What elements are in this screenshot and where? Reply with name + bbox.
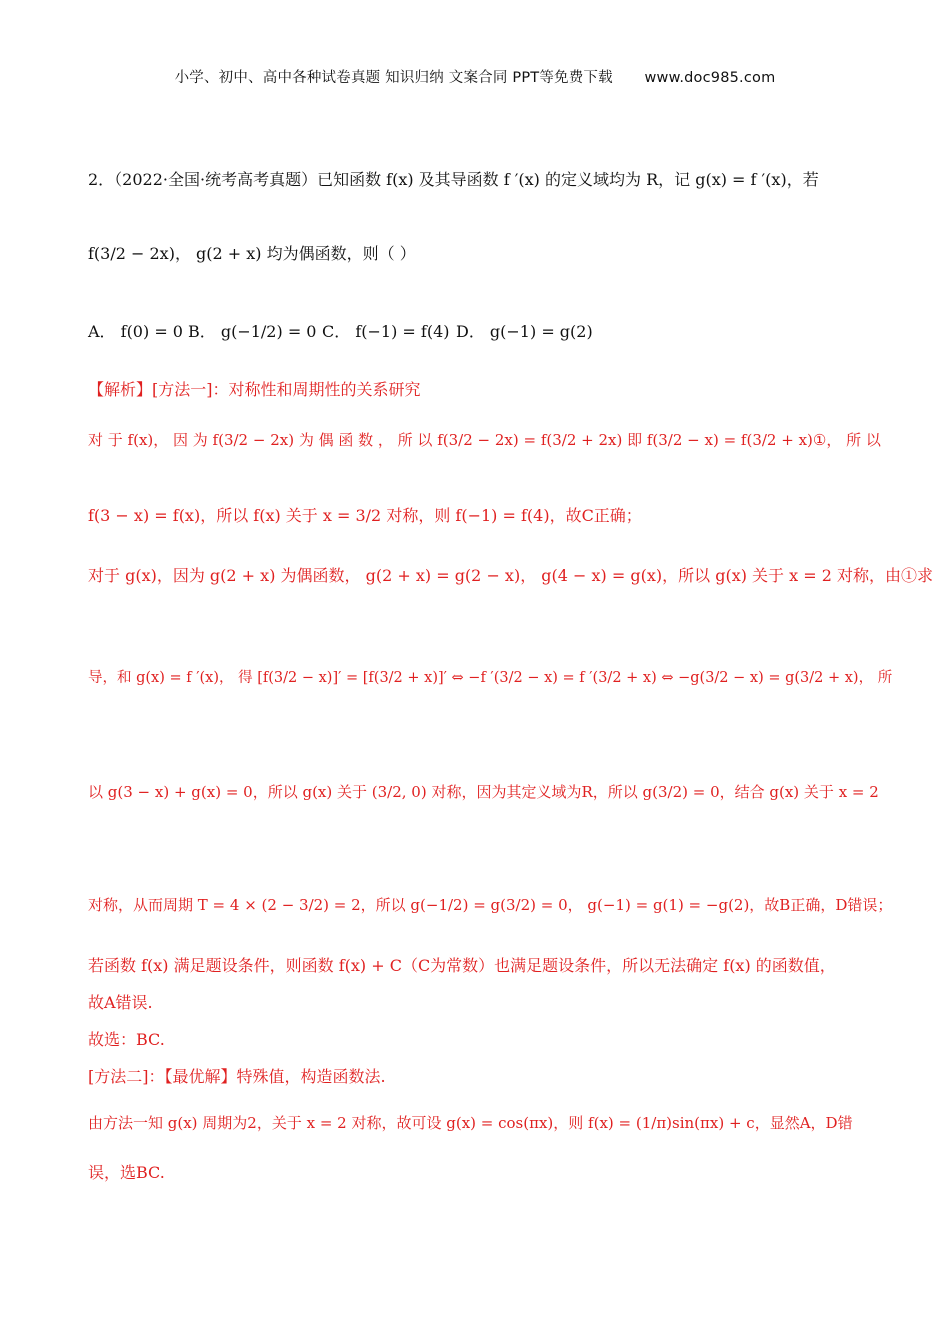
solution-answer: 故选：BC. xyxy=(88,1030,165,1049)
solution-line-6: 对称，从而周期 T = 4 × (2 − 3/2) = 2，所以 g(−1/2) = g(3/2) = 0， g(−1) = g(1) = −g(2)，故B正确，D错误； xyxy=(88,896,893,914)
option-b: B． g(−1/2) = 0 xyxy=(188,322,317,341)
solution-line-4: 导，和 g(x) = f ′(x)， 得 [f(3/2 − x)]′ = [f(3/2 + x)]′ ⇔ −f ′(3/2 − x) = f ′(3/2 + x) ⇔ −g(3/2 − x) = g(3/2 + x)， 所 xyxy=(88,670,893,686)
option-d: D． g(−1) = g(2) xyxy=(456,322,593,341)
option-a: A． f(0) = 0 xyxy=(88,322,183,341)
page-header xyxy=(0,68,950,88)
question-line-2: f(3/2 − 2x)， g(2 + x) 均为偶函数，则（ ） xyxy=(88,244,416,263)
solution-line-3: 对于 g(x)，因为 g(2 + x) 为偶函数， g(2 + x) = g(2 − x)， g(4 − x) = g(x)，所以 g(x) 关于 x = 2 对称，由①求 xyxy=(88,566,933,585)
solution-line-5: 以 g(3 − x) + g(x) = 0，所以 g(x) 关于 (3/2, 0) 对称，因为其定义域为R，所以 g(3/2) = 0，结合 g(x) 关于 x = 2 xyxy=(88,783,879,801)
method-two-title: [方法二]：【最优解】特殊值，构造函数法. xyxy=(88,1067,386,1086)
solution-line-8: 故A错误. xyxy=(88,993,153,1012)
header-text: 小学、初中、高中各种试卷真题 知识归纳 文案合同 PPT等免费下载 xyxy=(174,70,613,86)
solution-title: 【解析】[方法一]：对称性和周期性的关系研究 xyxy=(88,380,421,399)
solution-line-2: f(3 − x) = f(x)，所以 f(x) 关于 x = 3/2 对称，则 f(−1) = f(4)，故C正确； xyxy=(88,506,642,525)
solution-line-7: 若函数 f(x) 满足题设条件，则函数 f(x) + C（C为常数）也满足题设条件，所以无法确定 f(x) 的函数值， xyxy=(88,956,836,975)
method-two-line-2: 误，选BC. xyxy=(88,1163,165,1182)
header-site: www.doc985.com xyxy=(644,70,776,86)
question-line-1: 2．（2022·全国·统考高考真题）已知函数 f(x) 及其导函数 f ′(x) 的定义域均为 R，记 g(x) = f ′(x)，若 xyxy=(88,170,819,189)
solution-line-1: 对 于 f(x)， 因 为 f(3/2 − 2x) 为 偶 函 数 ， 所 以 f(3/2 − 2x) = f(3/2 + 2x) 即 f(3/2 − x) = f(3/2 + x)①， 所 以 xyxy=(88,431,881,449)
option-c: C． f(−1) = f(4) xyxy=(322,322,450,341)
method-two-line-1: 由方法一知 g(x) 周期为2，关于 x = 2 对称，故可设 g(x) = cos(πx)，则 f(x) = (1/π)sin(πx) + c，显然A，D错 xyxy=(88,1114,853,1132)
